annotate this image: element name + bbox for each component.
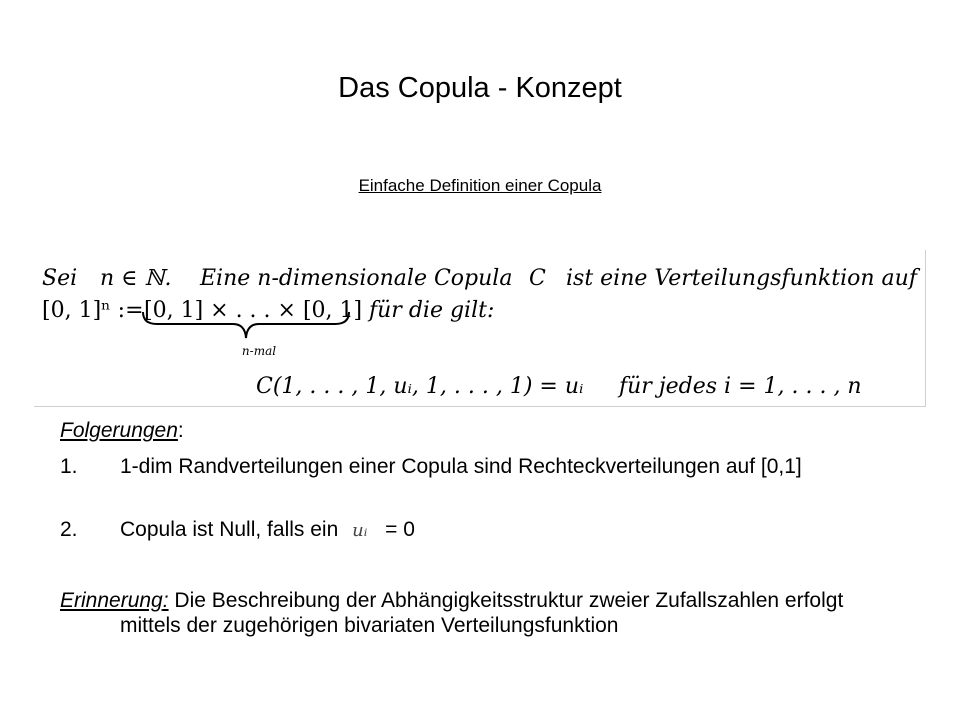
list-item-text — [120, 517, 910, 543]
erinnerung-label: Erinnerung — [60, 589, 163, 612]
slide-title: Das Copula - Konzept — [338, 72, 622, 104]
erinnerung-paragraph — [60, 588, 920, 668]
formula-C: C — [529, 266, 546, 291]
formula-n-in-N: n ∈ ℕ. — [100, 266, 172, 291]
erinnerung-colon: : — [162, 589, 169, 612]
u-i-math: uᵢ — [352, 520, 368, 541]
definition-formula-image — [34, 250, 926, 407]
list-item — [60, 454, 920, 506]
formula-line3-equation: C(1, . . . , 1, uᵢ, 1, . . . , 1) = uᵢ — [256, 374, 584, 399]
formula-line3-end: für jedes i = 1, . . . , n — [619, 374, 862, 399]
formula-line1-text: Eine n-dimensionale Copula — [200, 266, 513, 291]
list-item-number: 1. — [60, 455, 78, 478]
list-item-text: 1-dim Randverteilungen einer Copula sind Rechteckverteilungen auf [0,1] — [120, 455, 802, 478]
formula-sei: Sei — [42, 266, 78, 291]
brace-label: n-mal — [241, 344, 277, 358]
formula-line2-left: [0, 1]ⁿ := — [42, 298, 144, 323]
folgerungen-colon: : — [177, 419, 184, 442]
list-item-text-before: Copula ist Null, falls ein — [120, 518, 339, 541]
list-item-number: 2. — [60, 518, 78, 541]
folgerungen-label: Folgerungen — [60, 419, 178, 442]
erinnerung-text: Die Beschreibung der Abhängigkeitsstruktur zweier Zufallszahlen erfolgt mittels der zugehörigen bivariaten Verteilungsfunktion — [120, 589, 844, 637]
underbrace-icon — [141, 308, 351, 344]
formula-line2-product: [0, 1] × . . . × [0, 1] — [144, 298, 363, 323]
list-item — [60, 517, 920, 543]
slide-subtitle: Einfache Definition einer Copula — [358, 176, 602, 195]
folgerungen-heading — [60, 418, 920, 443]
formula-line1-end: ist eine Verteilungsfunktion auf — [566, 266, 917, 291]
formula-line2-end: für die gilt: — [369, 298, 495, 323]
list-item-text-after: = 0 — [385, 518, 415, 541]
